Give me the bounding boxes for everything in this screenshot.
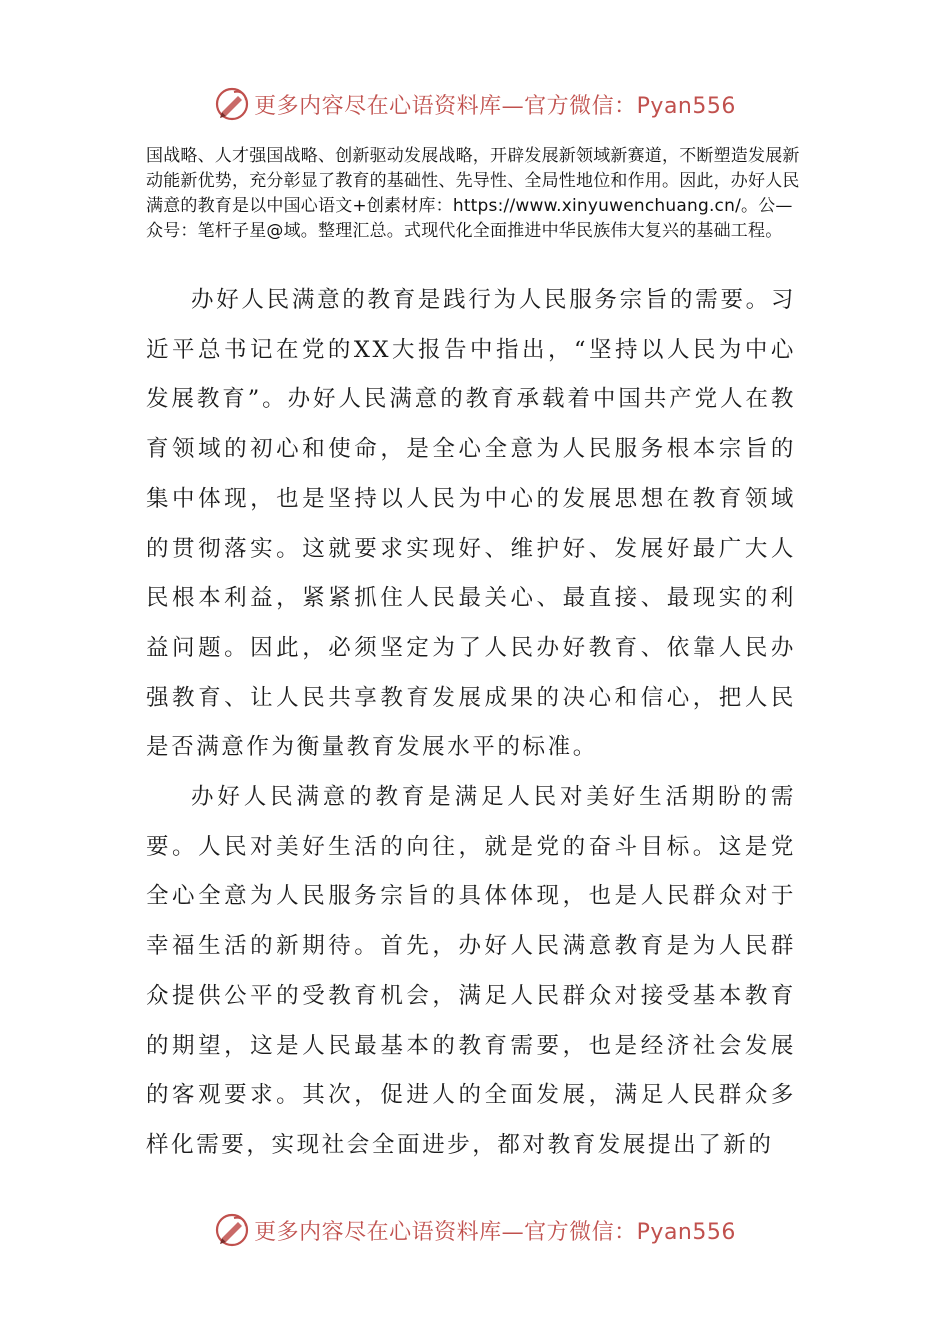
- header-banner-text: 更多内容尽在心语资料库—官方微信：Pyan556: [254, 93, 736, 119]
- intro-paragraph: 国战略、人才强国战略、创新驱动发展战略，开辟发展新领域新赛道，不断塑造发展新动能新优势，充分彰显了教育的基础性、先导性、全局性地位和作用。因此，办好人民满意的教育是以中国心语文+创素材库：https://www.xinyuwenchuang.cn/。公—众号：笔杆子星@域。整理汇总。式现代化全面推进中华民族伟大复兴的基础工程。: [146, 146, 800, 241]
- footer-wechat-id: Pyan556: [636, 1219, 736, 1245]
- footer-banner: [0, 1210, 950, 1250]
- body-paragraph-1: 办好人民满意的教育是践行为人民服务宗旨的需要。习近平总书记在党的XX大报告中指出，“坚持以人民为中心发展教育”。办好人民满意的教育承载着中国共产党人在教育领域的初心和使命，是全心全意为人民服务根本宗旨的集中体现，也是坚持以人民为中心的发展思想在教育领域的贯彻落实。这就要求实现好、维护好、发展好最广大人民根本利益，紧紧抓住人民最关心、最直接、最现实的利益问题。因此，必须坚定为了人民办好教育、依靠人民办强教育、让人民共享教育发展成果的决心和信心，把人民是否满意作为衡量教育发展水平的标准。: [146, 287, 796, 761]
- body-paragraph-2: 办好人民满意的教育是满足人民对美好生活期盼的需要。人民对美好生活的向往，就是党的奋斗目标。这是党全心全意为人民服务宗旨的具体体现，也是人民群众对于幸福生活的新期待。首先，办好人民满意教育是为人民群众提供公平的受教育机会，满足人民群众对接受基本教育的期望，这是人民最基本的教育需要，也是经济社会发展的客观要求。其次，促进人的全面发展，满足人民群众多样化需要，实现社会全面进步，都对教育发展提出了新的: [146, 784, 796, 1158]
- pen-logo-icon: [214, 1212, 250, 1248]
- pen-logo-icon: [214, 86, 250, 122]
- document-body: [146, 276, 796, 1171]
- header-wechat-id: Pyan556: [636, 93, 736, 119]
- header-banner: [0, 84, 950, 124]
- footer-banner-text: 更多内容尽在心语资料库—官方微信：Pyan556: [254, 1219, 736, 1245]
